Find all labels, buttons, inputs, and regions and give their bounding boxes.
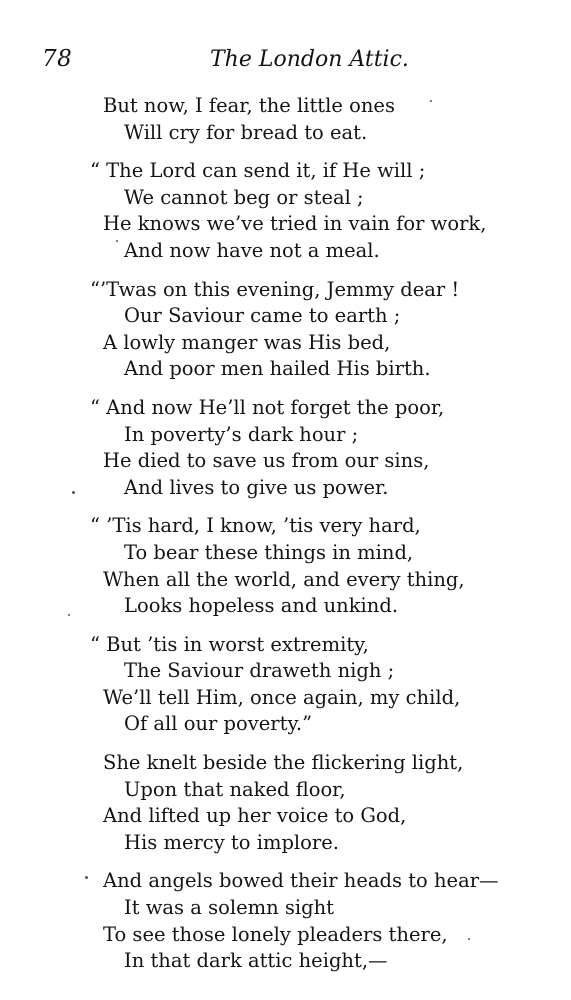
stanza	[0, 158, 571, 264]
poem-line: He knows we’ve tried in vain for work,	[103, 212, 487, 236]
poem-line: “ ’Tis hard, I know, ’tis very hard,	[90, 514, 421, 538]
stanza	[0, 750, 571, 856]
print-speck	[72, 491, 75, 494]
page-header	[0, 46, 571, 80]
print-speck	[468, 938, 470, 940]
poem-line: He died to save us from our sins,	[103, 449, 430, 473]
page-number: 78	[42, 46, 73, 72]
stanza	[0, 868, 571, 974]
poem-line: In poverty’s dark hour ;	[124, 422, 359, 446]
stanza	[0, 93, 571, 146]
stanza	[0, 395, 571, 501]
poem-line: Our Saviour came to earth ;	[124, 304, 401, 328]
poem-line: “’Twas on this evening, Jemmy dear !	[90, 277, 460, 301]
poem-line: To see those lonely pleaders there,	[103, 922, 448, 946]
poem-line: And angels bowed their heads to hear—	[103, 869, 499, 893]
poem	[0, 93, 571, 987]
poem-line: “ The Lord can send it, if He will ;	[90, 159, 426, 183]
poem-line: In that dark attic height,—	[124, 949, 388, 973]
stanza	[0, 513, 571, 619]
print-speck	[430, 100, 432, 102]
poem-line: Upon that naked floor,	[124, 777, 346, 801]
poem-line: And lives to give us power.	[124, 475, 389, 499]
poem-line: His mercy to implore.	[124, 830, 339, 854]
poem-line: We’ll tell Him, once again, my child,	[103, 685, 461, 709]
poem-line: “ And now He’ll not forget the poor,	[90, 395, 445, 419]
stanza	[0, 632, 571, 738]
running-title: The London Attic.	[210, 47, 409, 72]
poem-line: But now, I fear, the little ones	[103, 94, 395, 117]
print-speck	[85, 876, 88, 879]
poem-line: And now have not a meal.	[124, 238, 380, 262]
poem-line: She knelt beside the flickering light,	[103, 751, 464, 775]
poem-line: “ But ’tis in worst extremity,	[90, 632, 369, 656]
poem-line: We cannot beg or steal ;	[124, 185, 364, 209]
poem-line: And poor men hailed His birth.	[124, 357, 431, 381]
poem-line: Of all our poverty.”	[124, 712, 313, 736]
poem-line: And lifted up her voice to God,	[103, 804, 407, 828]
poem-line: The Saviour draweth nigh ;	[124, 659, 395, 683]
poem-line: Will cry for bread to eat.	[124, 120, 368, 144]
print-speck	[116, 240, 118, 242]
poem-line: It was a solemn sight	[124, 896, 334, 920]
print-speck	[68, 614, 70, 616]
poem-line: A lowly manger was His bed,	[103, 330, 391, 354]
poem-line: When all the world, and every thing,	[103, 567, 465, 591]
poem-line: To bear these things in mind,	[124, 540, 414, 564]
stanza	[0, 277, 571, 383]
poem-line: Looks hopeless and unkind.	[124, 594, 399, 618]
